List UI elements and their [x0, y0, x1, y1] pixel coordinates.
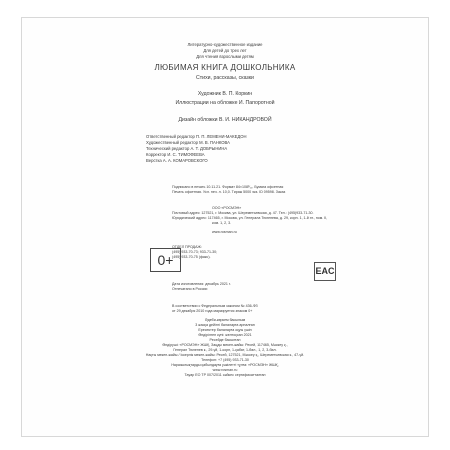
- staff-line: Технический редактор А. Т. ДОБРЫНИНА: [146, 146, 228, 151]
- kazakh-line: Ресейде басылған: [209, 338, 241, 342]
- print-info-line: Печать офсетная. Усл. печ. л. 10,0. Тираж 5000 экз. ID 09598. Заказ: [172, 190, 286, 194]
- publisher-address: Юридический адрес: 117465, г. Москва, ул. Генерала Тюленева, д. 29, корп. 1, 1-й эт., пом. II,: [172, 216, 328, 220]
- kazakh-line: Өндіруші: «РОСМЭН» ЖШҚ, Заңды мекен-жайы: Ресей, 117465, Мәскеу қ.,: [162, 343, 288, 347]
- eac-certification-mark: EAC: [314, 262, 336, 281]
- publisher-website: www.rosman.ru: [212, 230, 237, 234]
- age-audience: Для детей до трех лет: [203, 48, 247, 53]
- manufacture-block: [172, 282, 231, 292]
- manufacture-date: Дата изготовления: декабрь 2021 г.: [172, 282, 231, 286]
- print-info: [172, 185, 285, 195]
- kazakh-line: 3 жасқа дейінгі балаларға арналған: [195, 323, 255, 327]
- publisher-block: [172, 206, 327, 235]
- age-rating-badge: 0+: [150, 248, 181, 272]
- book-title: ЛЮБИМАЯ КНИГА ДОШКОЛЬНИКА: [154, 63, 296, 72]
- staff-line: Верстка А. А. КОМАРОВСКОГО: [146, 158, 208, 163]
- editorial-staff: [146, 134, 247, 164]
- book-subtitle: Стихи, рассказы, сказки: [196, 75, 254, 81]
- sales-phone: (495) 933-70-73; 933-71-30;: [172, 250, 218, 254]
- kazakh-line: Ересектер балаларға оқуы үшін: [198, 328, 252, 332]
- kazakh-line: Тауар ЕО ТР 007/2011 сәйкес сертификатталған: [184, 373, 266, 377]
- publisher-address: Почтовый адрес: 127521, г. Москва, ул. Шереметьевская, д. 47. Тел.: (495)933-71-30.: [172, 211, 314, 215]
- kazakh-line: Нақты мекен-жайы / Іскерлік мекен-жайы: Ресей, 127521, Мәскеу қ., Шереметьевская к., 47-үй.: [145, 353, 305, 357]
- kazakh-line: Генерал Тюленев к., 29-үй, 1-корп, 1-қабат, 1-бөл., 1, 2, 3-бөл.: [173, 348, 277, 352]
- artist-credit: Художник В. П. Коркин: [197, 91, 253, 97]
- sales-heading: ОТДЕЛ ПРОДАЖ:: [172, 245, 202, 249]
- law-notice-line: от 29 декабря 2010 года маркируется знаком 0+: [172, 309, 253, 313]
- header-block: [22, 42, 428, 60]
- staff-line: Ответственный редактор П. П. ЛЕМЕНИ-МАКЕДОН: [146, 134, 247, 139]
- book-imprint-page: [21, 17, 429, 437]
- law-notice: [172, 304, 258, 314]
- cover-illustrations-credit: Иллюстрации на обложке И. Папоротной: [175, 100, 275, 106]
- edition-type: Литературно-художественное издание: [187, 42, 263, 47]
- staff-line: Художественный редактор М. В. ПАНКОВА: [146, 140, 230, 145]
- printed-country: Отпечатано в России: [172, 287, 208, 291]
- kazakh-line: Әдеби-көркем басылым: [204, 318, 246, 322]
- cover-design-credit: Дизайн обложки В. И. НИКАНДРОВОЙ: [178, 117, 272, 123]
- kazakh-block: [22, 318, 428, 378]
- kazakh-line: Телефон: +7 (495) 933-71-30: [201, 358, 249, 362]
- reading-note: Для чтения взрослыми детям: [196, 54, 254, 59]
- publisher-name: ООО «РОСМЭН»: [212, 206, 242, 210]
- print-info-line: Подписано в печать 10.11.21. Формат 84×108¹⁄₁₆. Бумага офсетная: [172, 185, 284, 189]
- sales-phone: (495) 933-70-75 (факс).: [172, 255, 211, 259]
- law-notice-line: В соответствии с Федеральным законом № 436-ФЗ: [172, 304, 258, 308]
- kazakh-line: Наразылықтарды қабылдауға уәкілетті тұлға: «РОСМЭН» ЖШҚ,: [171, 363, 279, 367]
- staff-line: Корректор И. С. ТИМОФЕЕВА: [146, 152, 205, 157]
- kazakh-line: www.rosman.ru: [212, 368, 238, 372]
- publisher-address: ком. 1, 2, 3.: [212, 221, 232, 225]
- kazakh-line: Өндірілген күні: желтоқсан 2021: [198, 333, 252, 337]
